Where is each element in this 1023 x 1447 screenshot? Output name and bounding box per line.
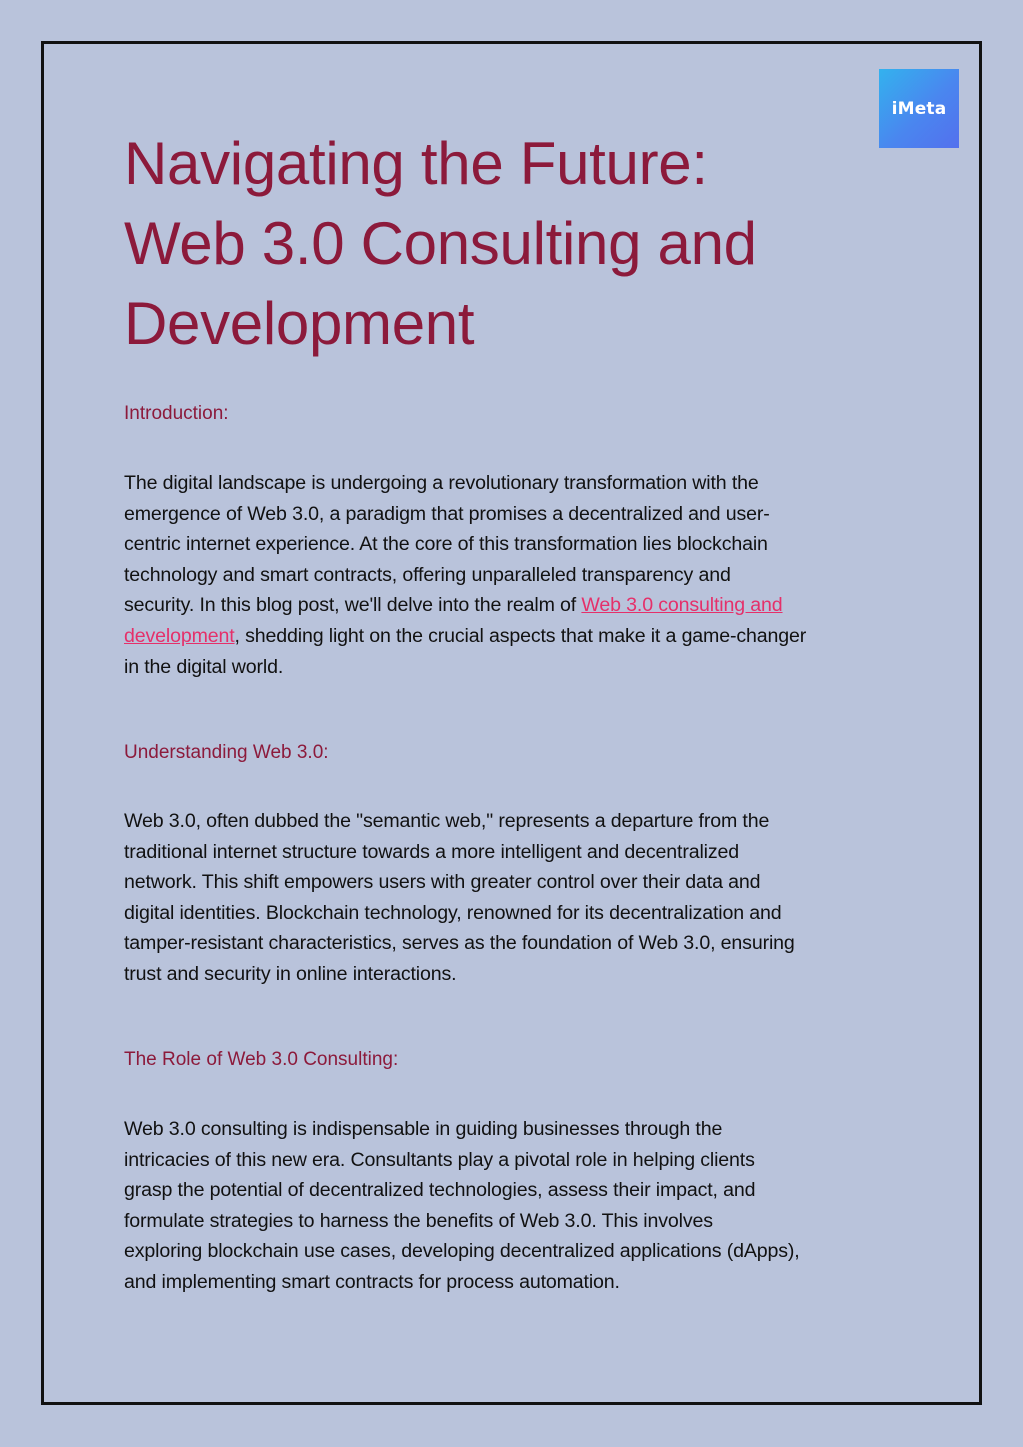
paragraph-line: in the digital world. bbox=[124, 655, 284, 678]
paragraph-line: The digital landscape is undergoing a revolutionary transformation with the bbox=[124, 472, 759, 494]
link-text-part-1: Web 3.0 consulting and bbox=[581, 594, 783, 617]
section-heading-introduction: Introduction: bbox=[124, 403, 229, 424]
link-text-part-2: development bbox=[124, 624, 235, 647]
logo-text: iMeta bbox=[891, 98, 947, 119]
section-paragraph-role-of-consulting bbox=[124, 1114, 904, 1298]
paragraph-line: grasp the potential of decentralized technologies, assess their impact, and bbox=[124, 1179, 756, 1202]
paragraph-line: exploring blockchain use cases, developing decentralized applications (dApps), bbox=[124, 1240, 800, 1263]
imeta-logo bbox=[879, 69, 959, 148]
page-title bbox=[124, 124, 884, 364]
title-line-3: Development bbox=[124, 290, 475, 357]
section-paragraph-understanding bbox=[124, 806, 904, 990]
paragraph-line: emergence of Web 3.0, a paradigm that promises a decentralized and user- bbox=[124, 502, 770, 525]
title-line-1: Navigating the Future: bbox=[124, 130, 708, 197]
section-heading-role-of-consulting: The Role of Web 3.0 Consulting: bbox=[124, 1049, 399, 1070]
section-paragraph-introduction bbox=[124, 468, 904, 682]
paragraph-line: digital identities. Blockchain technology, renowned for its decentralization and bbox=[124, 901, 782, 924]
paragraph-line: network. This shift empowers users with greater control over their data and bbox=[124, 871, 761, 894]
paragraph-line: trust and security in online interactions. bbox=[124, 962, 457, 985]
paragraph-line: and implementing smart contracts for process automation. bbox=[124, 1270, 620, 1293]
paragraph-line: technology and smart contracts, offering unparalleled transparency and bbox=[124, 563, 731, 586]
paragraph-line: centric internet experience. At the core of this transformation lies blockchain bbox=[124, 533, 768, 556]
paragraph-line: traditional internet structure towards a more intelligent and decentralized bbox=[124, 840, 740, 863]
paragraph-line: Web 3.0, often dubbed the "semantic web," represents a departure from the bbox=[124, 810, 770, 832]
paragraph-line: intricacies of this new era. Consultants play a pivotal role in helping clients bbox=[124, 1148, 755, 1171]
title-line-2: Web 3.0 Consulting and bbox=[124, 210, 757, 277]
paragraph-line: tamper-resistant characteristics, serves as the foundation of Web 3.0, ensuring bbox=[124, 932, 795, 955]
paragraph-line: formulate strategies to harness the benefits of Web 3.0. This involves bbox=[124, 1209, 713, 1232]
paragraph-text: security. In this blog post, we'll delve into the realm of bbox=[124, 594, 582, 617]
paragraph-line: Web 3.0 consulting is indispensable in guiding businesses through the bbox=[124, 1118, 723, 1140]
paragraph-text: , shedding light on the crucial aspects that make it a game-changer bbox=[234, 624, 807, 647]
section-heading-understanding: Understanding Web 3.0: bbox=[124, 742, 329, 763]
